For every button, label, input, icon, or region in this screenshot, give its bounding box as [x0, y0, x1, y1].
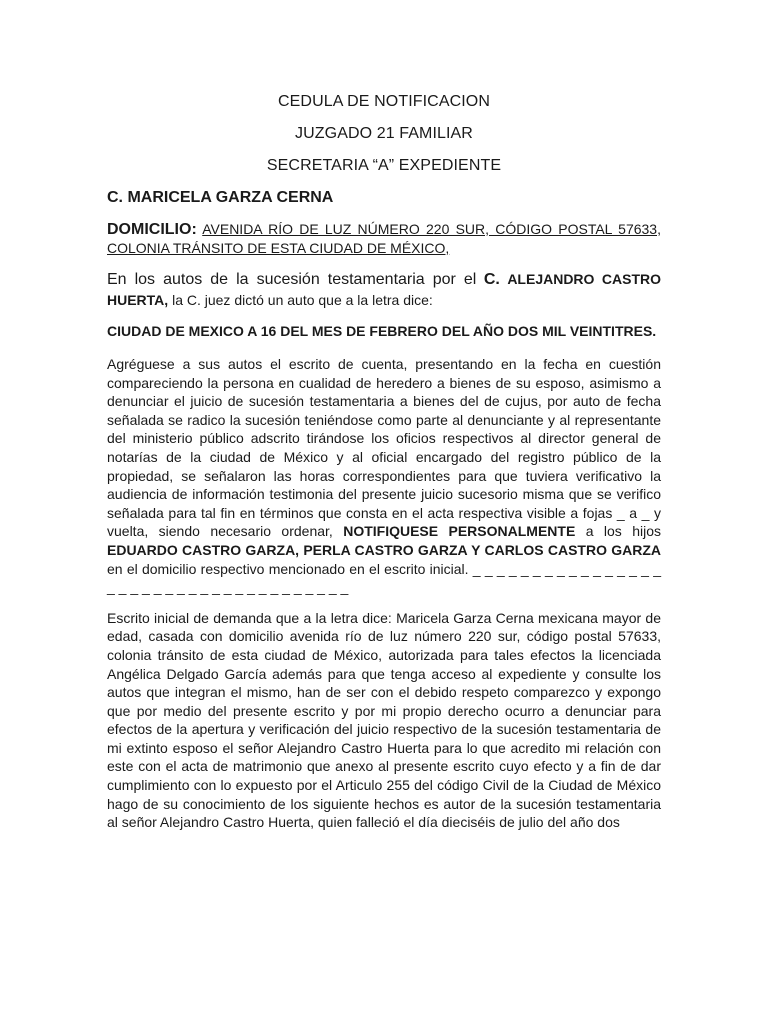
date-line: CIUDAD DE MEXICO A 16 DEL MES DE FEBRERO DEL AÑO DOS MIL VEINTITRES.: [107, 323, 657, 339]
auto-text-c: en el domicilio respectivo mencionado en el escrito inicial. _ _ _ _ _ _ _ _ _ _ _ _ _ _ _ _ _ _ _ _ _ _ _ _ _ _ _ _ _ _ _ _ _ _ _ _ _: [107, 560, 661, 596]
header-line-secretaria: SECRETARIA “A” EXPEDIENTE: [266, 157, 502, 174]
auto-text-b: a los hijos: [585, 523, 661, 540]
header-line-juzgado: JUZGADO 21 FAMILIAR: [295, 125, 473, 142]
intro-paragraph: [107, 269, 661, 311]
domicilio-address: AVENIDA RÍO DE LUZ NÚMERO 220 SUR, CÓDIGO POSTAL 57633, COLONIA TRÁNSITO DE ESTA CIUDAD DE MÉXICO,: [107, 221, 661, 256]
intro-deceased-name: ALEJANDRO CASTRO HUERTA,: [107, 271, 662, 308]
domicilio-block: [107, 220, 661, 257]
intro-text-2: la C. juez dictó un auto que a la letra dice:: [172, 292, 433, 308]
auto-text-a: Agréguese a sus autos el escrito de cuenta, presentando en la fecha en cuestión compareciendo la persona en cualidad de heredero a bienes de su esposo, asimismo a denunciar el juicio de sucesión testamentaria a bienes del de cujus, por auto de fecha señalada se radico la sucesión teniéndose como parte al denunciante y al representante del ministerio público adscrito tirándose los oficios respectivos al director general de notarías de la ciudad de México y al oficial encargado del registro público de la propiedad, se señalaron las horas correspondientes para que tuviera verificativo la audiencia de información testimonia del presente juicio sucesorio misma que se verifico señalada para tal fin en términos que consta en el acta respectiva visible a fojas _ a _ y vuelta, siendo necesario ordenar,: [107, 356, 661, 540]
intro-text-1: En los autos de la sucesión testamentaria por el: [107, 271, 477, 288]
header-line-notificacion: CEDULA DE NOTIFICACION: [277, 93, 490, 110]
auto-bold-children-names: EDUARDO CASTRO GARZA, PERLA CASTRO GARZA Y CARLOS CASTRO GARZA: [107, 541, 661, 558]
intro-c-letter: C.: [483, 271, 500, 288]
auto-paragraph: [107, 355, 661, 597]
domicilio-label: DOMICILIO:: [107, 221, 197, 238]
auto-bold-notifiquese: NOTIFIQUESE PERSONALMENTE: [343, 523, 576, 540]
addressee-name: C. MARICELA GARZA CERNA: [107, 189, 334, 206]
demanda-paragraph: Escrito inicial de demanda que a la letra dice: Maricela Garza Cerna mexicana mayor de edad, casada con domicilio avenida río de luz número 220 sur, código postal 57633, colonia tránsito de esta ciudad de México, autorizada para tales efectos la licenciada Angélica Delgado García además para que tenga acceso al expediente y consulte los autos que integran el mismo, han de ser con el debido respeto comparezco y expongo que por medio del presente escrito y por mi propio derecho ocurro a denunciar para efectos de la apertura y verificación del juicio respectivo de la sucesión testamentaria de mi extinto esposo el señor Alejandro Castro Huerta para lo que acredito mi relación con este con el acta de matrimonio que anexo al presente escrito cuyo efecto y a fin de dar cumplimiento con lo expuesto por el Articulo 255 del código Civil de la Ciudad de México hago de su conocimiento de los siguiente hechos es autor de la sucesión testamentaria al señor Alejandro Castro Huerta, quien falleció el día dieciséis de julio del año dos: [107, 609, 661, 831]
